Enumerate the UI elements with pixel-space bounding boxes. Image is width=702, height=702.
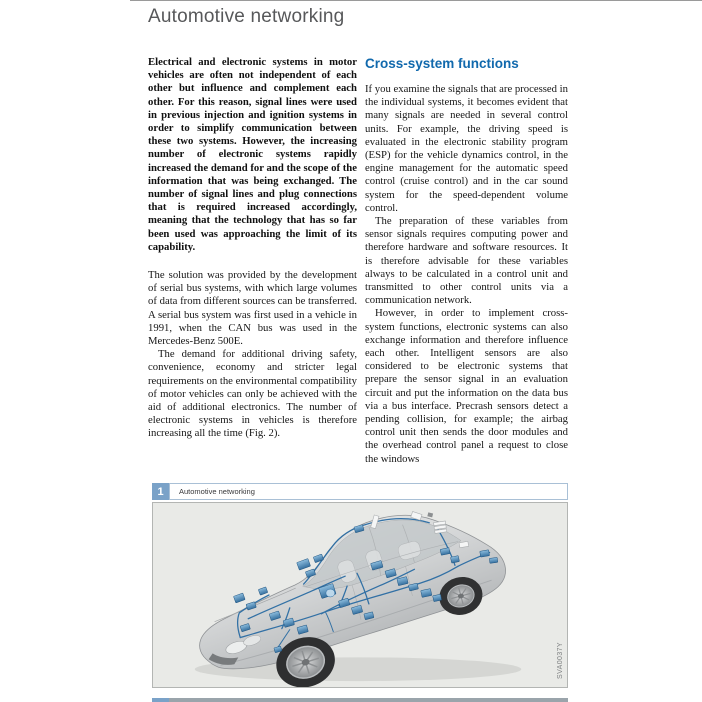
body-paragraph: The preparation of these variables from sensor signals requires computing power and therefore hardware and software resources. It is therefore advisable for these variables always to be calculated in a control unit and transmitted to other control units via a communication network. <box>365 215 568 307</box>
figure-1 <box>152 483 568 688</box>
car-network-illustration <box>153 503 567 687</box>
intro-paragraph: Electrical and electronic systems in motor vehicles are often not independent of each other but influence and complement each other. For this reason, signal lines were used in previous injection and ignition systems in order to simplify communication between these two systems. However, the increasing number of electronic systems rapidly increased the demand for and the scope of the information that was being exchanged. The number of signal lines and plug connections that is required increased accordingly, meaning that the technology that has so far been used was approaching the limit of its capability. <box>148 56 357 253</box>
figure-caption-bar <box>152 483 568 500</box>
next-figure-edge <box>152 698 568 702</box>
left-column <box>148 56 357 482</box>
body-paragraph: However, in order to implement cross-system functions, electronic systems can also exchange information and therefore influence each other. Intelligent sensors are also considered to be electronic systems that prepare the sensor signal in an evaluation circuit and put the information on the data bus via a bus interface. Precrash sensors detect a pending collision, for example; the airbag control unit then sends the door modules and the overhead control panel a request to close the windows <box>365 307 568 465</box>
next-figure-number-edge <box>152 698 169 702</box>
figure-reference-code: SVA0037Y <box>557 642 564 679</box>
page-title: Automotive networking <box>148 6 345 27</box>
figure-number-badge: 1 <box>152 483 169 500</box>
section-heading: Cross-system functions <box>365 56 519 71</box>
body-paragraph: If you examine the signals that are processed in the individual systems, it becomes evident that many signals are needed in several control units. For example, the driving speed is evaluated in the electronic stability program (ESP) for the vehicle dynamics control, in the engine management for the automatic speed control (cruise control) and in the car sound system for the speed-dependent volume control. <box>365 83 568 214</box>
right-column <box>365 56 568 482</box>
body-paragraph: The solution was provided by the development of serial bus systems, with which large volumes of data from different sources can be transferred. A serial bus system was first used in a vehicle in 1991, when the CAN bus was used in the Mercedes-Benz 500E. <box>148 269 357 348</box>
header-rule <box>130 0 702 1</box>
figure-caption-label: Automotive networking <box>169 483 568 500</box>
body-paragraph: The demand for additional driving safety, convenience, economy and stricter legal requirements on the environmental compatibility of motor vehicles can only be achieved with the aid of additional electronics. The number of electronic systems in vehicles is therefore increasing all the time (Fig. 2). <box>148 348 357 440</box>
figure-image-panel <box>152 502 568 688</box>
